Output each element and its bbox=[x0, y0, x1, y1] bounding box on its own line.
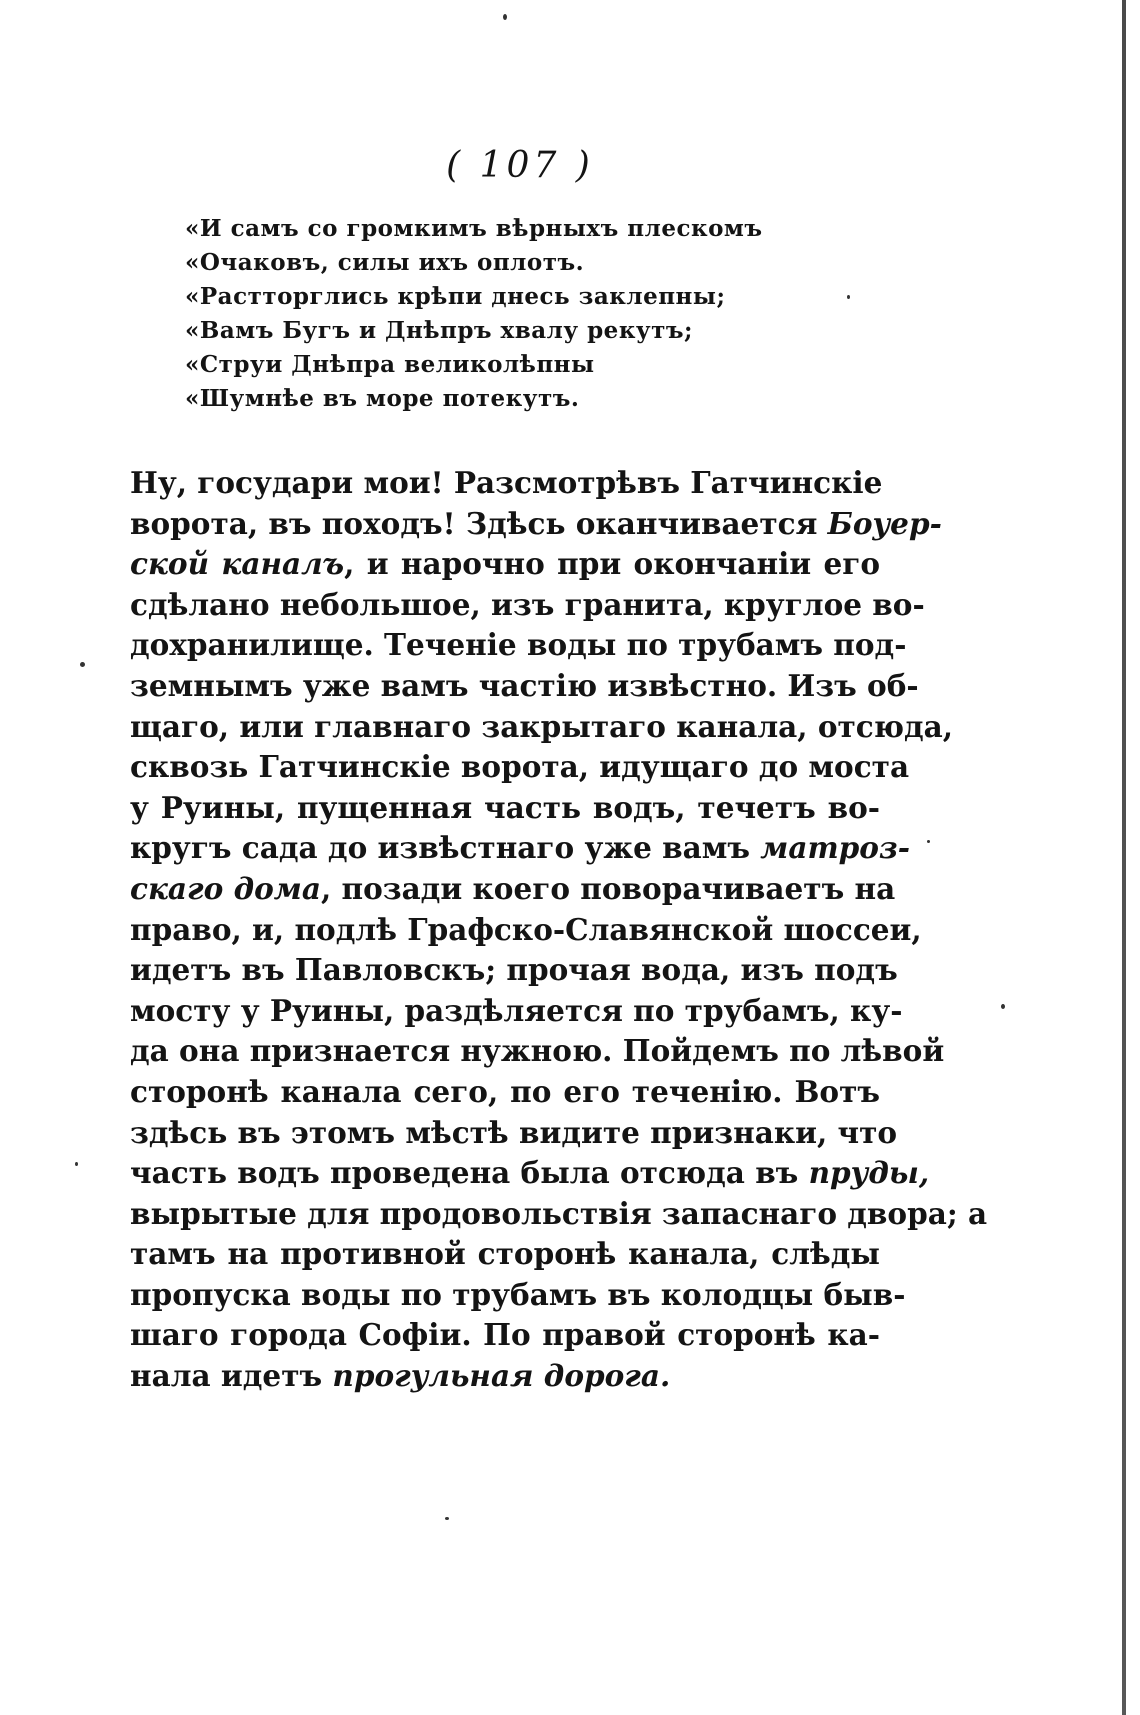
text-run: сторонѣ канала сего, по его теченію. Вотъ bbox=[130, 1073, 880, 1109]
prose-line bbox=[130, 788, 880, 829]
prose-line bbox=[130, 666, 919, 707]
scan-speck bbox=[847, 295, 850, 299]
prose-line bbox=[130, 1356, 880, 1397]
prose-line bbox=[130, 1275, 906, 1316]
text-run: ворота, въ походъ! Здѣсь оканчивается bbox=[130, 505, 828, 541]
verse-line: «Шумнѣе въ море потекутъ. bbox=[185, 385, 580, 412]
prose-line bbox=[130, 991, 903, 1032]
verse-line: «Растторглись крѣпи днесь заклепны; bbox=[185, 283, 726, 310]
scan-speck bbox=[80, 662, 85, 667]
text-run: мосту у Руины, раздѣляется по трубамъ, ку- bbox=[130, 992, 903, 1028]
text-run: идетъ въ Павловскъ; прочая вода, изъ подъ bbox=[130, 952, 898, 988]
page-edge-shadow bbox=[1122, 0, 1126, 1715]
text-run: нала идетъ bbox=[130, 1358, 333, 1394]
prose-line bbox=[130, 869, 896, 910]
prose-line bbox=[130, 747, 910, 788]
italic-term: скаго дома bbox=[130, 870, 321, 906]
text-run: щаго, или главнаго закрытаго канала, отсюда, bbox=[130, 708, 954, 744]
text-run: сдѣлано небольшое, изъ гранита, круглое во- bbox=[130, 586, 925, 622]
prose-line bbox=[130, 910, 922, 951]
verse-line: «Вамъ Бугъ и Днѣпръ хвалу рекутъ; bbox=[185, 317, 694, 344]
prose-line bbox=[130, 950, 898, 991]
text-run: тамъ на противной сторонѣ канала, слѣды bbox=[130, 1236, 880, 1272]
prose-line bbox=[130, 544, 880, 585]
prose-paragraph bbox=[130, 463, 988, 1397]
scan-speck bbox=[445, 1517, 449, 1520]
italic-term: матроз- bbox=[760, 830, 911, 866]
verse-line: «Струи Днѣпра великолѣпны bbox=[185, 351, 595, 378]
italic-term: прогульная дорога. bbox=[332, 1358, 671, 1394]
verse-line: «И самъ со громкимъ вѣрныхъ плескомъ bbox=[185, 215, 763, 242]
prose-line bbox=[130, 1113, 898, 1154]
text-run: пропуска воды по трубамъ въ колодцы быв- bbox=[130, 1276, 906, 1312]
text-run: сквозь Гатчинскіе ворота, идущаго до моста bbox=[130, 749, 910, 785]
prose-line bbox=[130, 1072, 880, 1113]
prose-line bbox=[130, 1153, 930, 1194]
text-run: , и нарочно при окончаніи его bbox=[344, 546, 880, 582]
italic-term: Боуер- bbox=[827, 505, 942, 541]
prose-line bbox=[130, 1031, 945, 1072]
text-run: дохранилище. Теченіе воды по трубамъ под- bbox=[130, 627, 907, 663]
text-run: да она признается нужною. Пойдемъ по лѣвой bbox=[130, 1033, 945, 1069]
prose-line bbox=[130, 1315, 880, 1356]
scan-speck bbox=[927, 840, 930, 843]
prose-line bbox=[130, 828, 911, 869]
prose-line bbox=[130, 625, 907, 666]
text-run: у Руины, пущенная часть водъ, течетъ во- bbox=[130, 789, 880, 825]
text-run: , позади коего поворачиваетъ на bbox=[320, 870, 896, 906]
text-run: здѣсь въ этомъ мѣстѣ видите признаки, что bbox=[130, 1114, 898, 1150]
italic-term: пруды, bbox=[808, 1155, 930, 1191]
verse-block bbox=[185, 212, 805, 416]
text-run: вырытые для продовольствія запаснаго двора; а bbox=[130, 1195, 988, 1231]
prose-line bbox=[130, 707, 954, 748]
scan-speck bbox=[75, 1162, 78, 1166]
text-run: Ну, государи мои! Разсмотрѣвъ Гатчинскіе bbox=[130, 465, 883, 500]
scan-speck bbox=[503, 14, 507, 20]
prose-line bbox=[130, 1194, 988, 1235]
text-run: земнымъ уже вамъ частію извѣстно. Изъ об- bbox=[130, 667, 919, 703]
text-run: кругъ сада до извѣстнаго уже вамъ bbox=[130, 830, 761, 866]
scan-speck bbox=[1001, 1004, 1005, 1009]
prose-line bbox=[130, 1234, 880, 1275]
italic-term: ской каналъ bbox=[130, 546, 345, 582]
prose-line bbox=[130, 585, 925, 626]
text-run: шаго города Софіи. По правой сторонѣ ка- bbox=[130, 1317, 880, 1353]
prose-line bbox=[130, 463, 883, 504]
text-run: часть водъ проведена была отсюда въ bbox=[130, 1155, 809, 1191]
text-run: право, и, подлѣ Графско-Славянской шоссеи, bbox=[130, 911, 922, 947]
page-number: ( 107 ) bbox=[446, 145, 594, 186]
prose-line bbox=[130, 504, 942, 545]
verse-line: «Очаковъ, силы ихъ оплотъ. bbox=[185, 249, 585, 276]
